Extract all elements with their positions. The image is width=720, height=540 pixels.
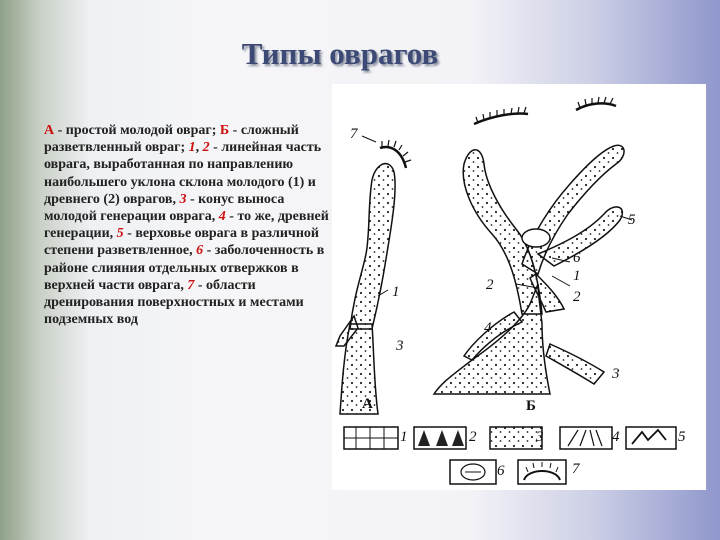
desc-part: , <box>195 140 203 156</box>
legend-box-2 <box>414 427 466 449</box>
desc-part: - конус выноса молодой генерации оврага, <box>44 191 285 225</box>
gully-b <box>434 145 624 394</box>
legend-box-3 <box>490 427 542 449</box>
desc-part: - верховье оврага в различной степени разветвленное, <box>44 226 319 259</box>
legend-label-1: 1 <box>400 429 408 445</box>
label-3-a: 3 <box>396 338 404 354</box>
desc-part: - сложный разветвленный овраг; <box>44 123 299 156</box>
desc-num-6: 6 <box>196 243 204 259</box>
legend-box-5 <box>626 427 676 449</box>
label-2-b: 2 <box>573 289 581 305</box>
label-1-a: 1 <box>392 284 400 300</box>
label-2: 2 <box>486 277 494 293</box>
legend-box-7 <box>518 460 566 484</box>
desc-num-1: 1 <box>188 140 196 156</box>
desc-num-5: 5 <box>116 226 124 242</box>
desc-part: - линейная часть оврага, выработанная по направлению наибольшего уклона склона молодого (1) и древнего (2) оврагов, <box>44 140 322 207</box>
legend-label-2: 2 <box>469 429 477 445</box>
desc-num-4: 4 <box>218 209 226 225</box>
ravine-diagram <box>332 84 706 490</box>
legend-label-6: 6 <box>497 463 505 479</box>
desc-num-3: 3 <box>179 191 187 207</box>
label-3-b: 3 <box>612 366 620 382</box>
gully-b-ticks <box>476 97 613 123</box>
slide-title: Типы оврагов <box>241 36 439 71</box>
label-gully-b: Б <box>526 398 536 414</box>
label-5: 5 <box>628 212 636 228</box>
label-6: 6 <box>573 250 581 266</box>
gully-a <box>336 164 395 414</box>
desc-num-2: 2 <box>202 140 210 156</box>
swamp-area <box>522 229 550 247</box>
desc-part: - заболоченность в районе слияния отдельных отвержков в верхней части оврага, <box>44 243 325 293</box>
desc-part: - простой молодой овраг; <box>54 123 220 138</box>
legend-label-7: 7 <box>572 461 580 477</box>
desc-letter-b: Б <box>219 123 230 138</box>
desc-part: - то же, древней генерации, <box>44 209 329 242</box>
label-4: 4 <box>484 320 492 336</box>
label-gully-a: А <box>362 396 373 412</box>
legend-box-1 <box>344 427 398 449</box>
desc-part: - области дренирования поверхностных и местами подземных вод <box>44 277 304 328</box>
legend-label-4: 4 <box>612 429 620 445</box>
desc-num-7: 7 <box>187 277 195 293</box>
legend-label-3: 3 <box>536 429 544 445</box>
legend-box-6 <box>450 460 496 484</box>
legend-label-5: 5 <box>678 429 686 445</box>
legend-box-4 <box>560 427 612 449</box>
gully-b-edges <box>474 103 616 124</box>
label-1-b: 1 <box>573 268 581 284</box>
ravine-drawing <box>332 84 706 490</box>
desc-letter-a: А <box>44 123 55 138</box>
label-7: 7 <box>350 126 358 142</box>
description-text <box>44 122 334 328</box>
